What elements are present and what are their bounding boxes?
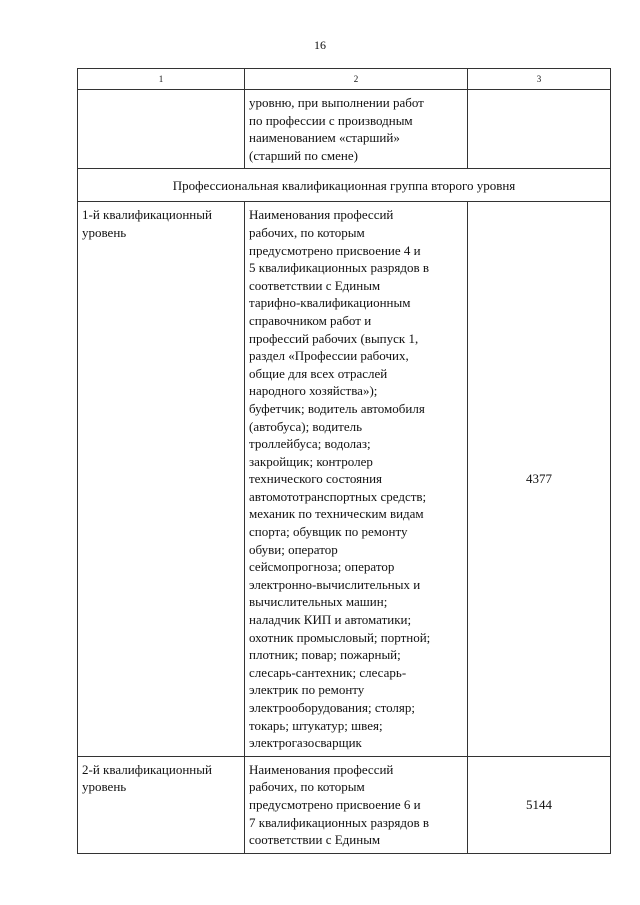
- description-line: плотник; повар; пожарный;: [249, 647, 401, 663]
- level-cell: [78, 202, 245, 756]
- description-line: Наименования профессий: [249, 761, 394, 777]
- level-line: уровень: [82, 779, 127, 795]
- description-line: слесарь-сантехник; слесарь-: [249, 664, 407, 680]
- description-line: профессий рабочих (выпуск 1,: [249, 330, 419, 346]
- description-line: (автобуса); водитель: [249, 418, 363, 434]
- description-line: (старший по смене): [249, 147, 358, 163]
- page-number: 16: [314, 38, 326, 52]
- description-line: рабочих, по которым: [249, 224, 365, 240]
- description-line: предусмотрено присвоение 4 и: [249, 242, 421, 258]
- table-row: [78, 756, 611, 853]
- description-line: соответствии с Единым: [249, 832, 381, 848]
- description-line: спорта; обувщик по ремонту: [249, 524, 408, 540]
- description-line: тарифно-квалификационным: [249, 295, 411, 311]
- description-line: рабочих, по которым: [249, 779, 365, 795]
- description-line: буфетчик; водитель автомобиля: [249, 400, 425, 416]
- description-line: автомототранспортных средств;: [249, 488, 427, 504]
- description-line: обуви; оператор: [249, 541, 338, 557]
- description-line: по профессии с производным: [249, 112, 413, 128]
- description-line: Наименования профессий: [249, 207, 394, 223]
- continued-level-cell: [78, 90, 245, 169]
- description-line: 7 квалификационных разрядов в: [249, 814, 429, 830]
- table-row: [78, 202, 611, 756]
- description-line: закройщик; контролер: [249, 453, 373, 469]
- description-line: механик по техническим видам: [249, 506, 424, 522]
- description-line: наименованием «старший»: [249, 130, 400, 146]
- description-line: охотник промысловый; портной;: [249, 629, 431, 645]
- description-cell: [245, 756, 468, 853]
- description-line: наладчик КИП и автоматики;: [249, 612, 412, 628]
- description-line: токарь; штукатур; швея;: [249, 717, 383, 733]
- salary-cell: 5144: [468, 756, 611, 853]
- continued-salary-cell: [468, 90, 611, 169]
- column-number-2: 2: [245, 69, 468, 90]
- description-line: электрооборудования; столяр;: [249, 700, 416, 715]
- description-line: соответствии с Единым: [249, 277, 381, 293]
- column-number-row: [78, 69, 611, 90]
- group-heading-row: [78, 169, 611, 202]
- salary-cell: 4377: [468, 202, 611, 756]
- description-line: народного хозяйства»);: [249, 383, 378, 399]
- salary-table: [77, 68, 611, 854]
- description-line: раздел «Профессии рабочих,: [249, 348, 409, 364]
- description-line: вычислительных машин;: [249, 594, 388, 610]
- group-heading: Профессиональная квалификационная группа второго уровня: [78, 169, 611, 202]
- description-line: электронно-вычислительных и: [249, 576, 421, 592]
- description-line: 5 квалификационных разрядов в: [249, 260, 429, 276]
- continued-description-cell: [245, 90, 468, 169]
- description-line: предусмотрено присвоение 6 и: [249, 796, 421, 812]
- description-line: уровню, при выполнении работ: [249, 95, 424, 110]
- description-line: сейсмопрогноза; оператор: [249, 559, 395, 575]
- description-line: справочником работ и: [249, 312, 372, 328]
- level-cell: [78, 756, 245, 853]
- description-line: технического состояния: [249, 471, 383, 487]
- level-line: уровень: [82, 224, 127, 240]
- description-line: электрик по ремонту: [249, 682, 365, 698]
- level-line: 2-й квалификационный: [82, 761, 212, 777]
- description-line: общие для всех отраслей: [249, 365, 388, 381]
- description-line: электрогазосварщик: [249, 735, 362, 751]
- column-number-1: 1: [78, 69, 245, 90]
- level-line: 1-й квалификационный: [82, 207, 212, 223]
- continued-row: [78, 90, 611, 169]
- description-line: троллейбуса; водолаз;: [249, 436, 371, 452]
- description-cell: [245, 202, 468, 756]
- column-number-3: 3: [468, 69, 611, 90]
